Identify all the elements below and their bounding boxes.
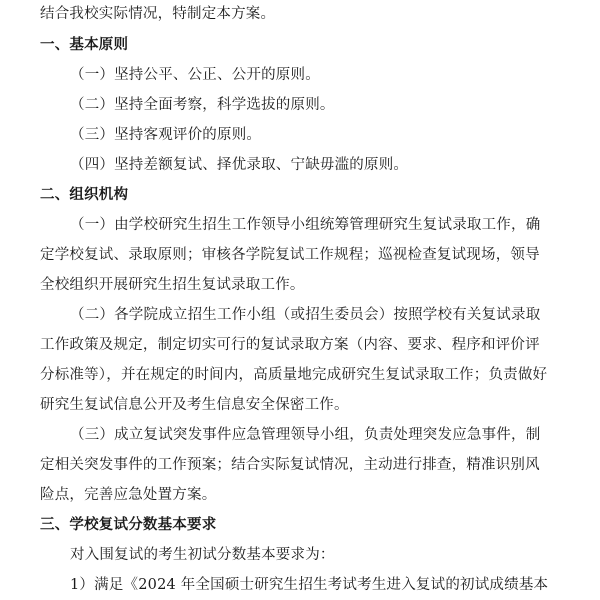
paragraph-line: 分标准等），并在规定的时间内，高质量地完成研究生复试录取工作；负责做好 <box>40 367 548 383</box>
list-item: （一）坚持公平、公正、公开的原则。 <box>70 67 320 83</box>
paragraph-line: （三）成立复试突发事件应急管理领导小组，负责处理突发应急事件，制 <box>70 427 541 443</box>
paragraph-line: （一）由学校研究生招生工作领导小组统筹管理研究生复试录取工作，确 <box>70 217 541 233</box>
list-item: （三）坚持客观评价的原则。 <box>70 127 262 143</box>
section-heading: 一、基本原则 <box>40 37 129 53</box>
paragraph-line: 全校组织开展研究生招生复试录取工作。 <box>40 277 305 293</box>
list-item: （二）坚持全面考察，科学选拔的原则。 <box>70 97 335 113</box>
paragraph-line: 定相关突发事件的工作预案；结合实际复试情况，主动进行排查，精准识别风 <box>40 457 540 473</box>
paragraph-line: 工作政策及规定，制定切实可行的复试录取方案（内容、要求、程序和评价评 <box>40 337 540 353</box>
section-heading: 二、组织机构 <box>40 187 129 203</box>
section-heading: 三、学校复试分数基本要求 <box>40 517 217 533</box>
list-item: （四）坚持差额复试、择优录取、宁缺毋滥的原则。 <box>70 157 409 173</box>
paragraph-line: 研究生复试信息公开及考生信息安全保密工作。 <box>40 397 349 413</box>
paragraph-line: 险点，完善应急处置方案。 <box>40 487 217 503</box>
paragraph-line: 定学校复试、录取原则；审核各学院复试工作规程；巡视检查复试现场，领导 <box>40 247 540 263</box>
paragraph-line: 1）满足《2024 年全国硕士研究生招生考试考生进入复试的初试成绩基本 <box>70 577 549 593</box>
paragraph-line: （二）各学院成立招生工作小组（或招生委员会）按照学校有关复试录取 <box>70 307 541 323</box>
paragraph-line: 结合我校实际情况，特制定本方案。 <box>40 6 276 22</box>
paragraph-line: 对入围复试的考生初试分数基本要求为： <box>70 547 335 563</box>
